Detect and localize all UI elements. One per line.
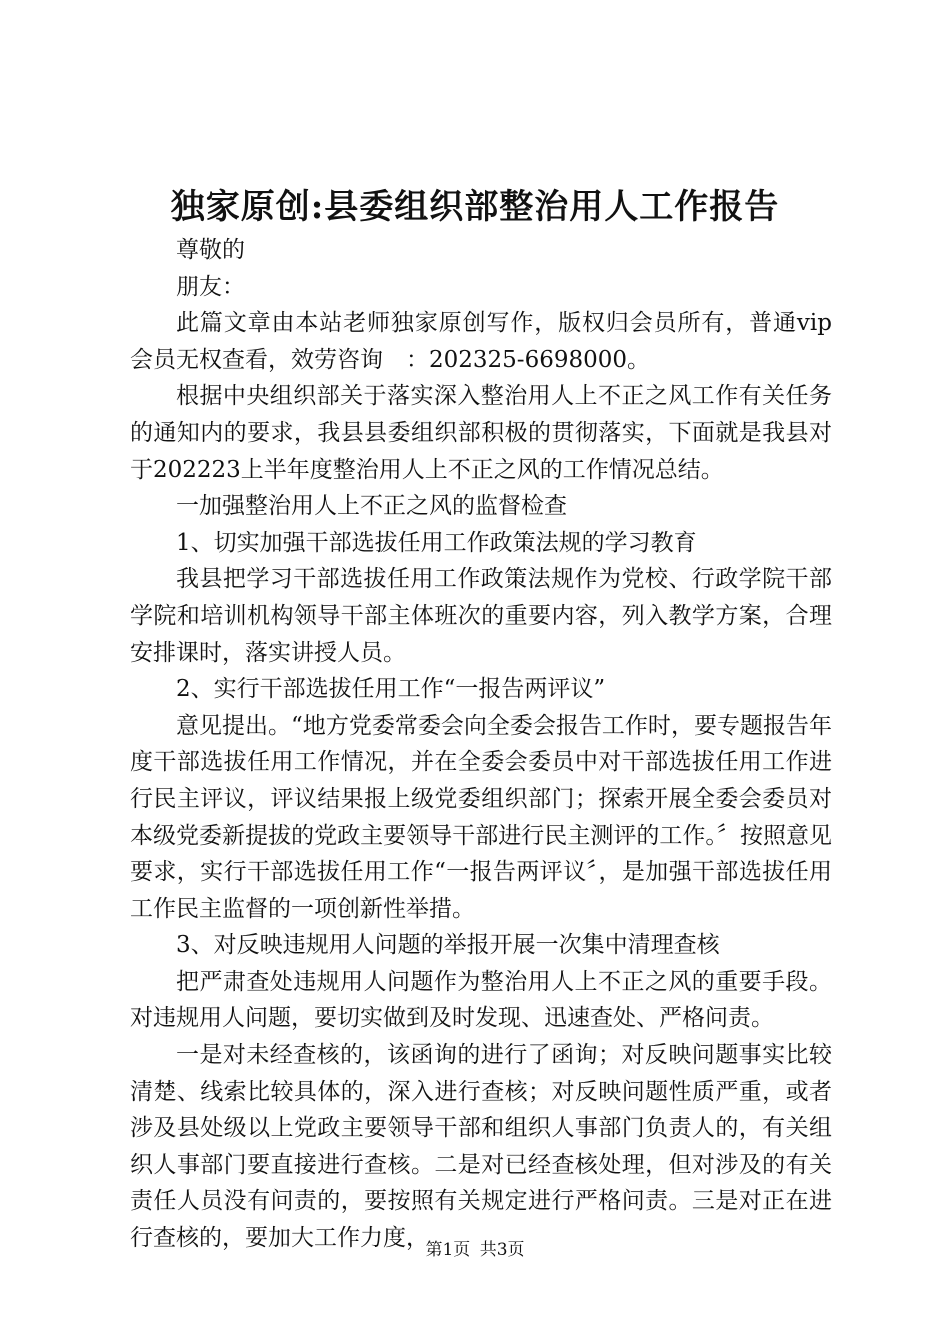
body-paragraph: 一是对未经查核的，该函询的进行了函询；对反映问题事实比较清楚、线索比较具体的，深入进行查核；对反映问题性质严重，或者涉及县处级以上党政主要领导干部和组织人事部门负责人的，有关组织人事部门要直接进行查核。二是对已经查核处理，但对涉及的有关责任人员没有问责的，要按照有关规定进行严格问责。三是对正在进行查核的，要加大工作力度，: [130, 1042, 832, 1252]
document-body: [130, 232, 832, 1257]
body-paragraph: 我县把学习干部选拔任用工作政策法规作为党校、行政学院干部学院和培训机构领导干部主体班次的重要内容，列入教学方案，合理安排课时，落实讲授人员。: [130, 566, 832, 666]
subheading-1: 1、切实加强干部选拔任用工作政策法规的学习教育: [176, 529, 697, 556]
salutation-line-2: 朋友：: [176, 273, 245, 300]
subheading-3: 3、对反映违规用人问题的举报开展一次集中清理查核: [176, 932, 720, 959]
body-paragraph: 意见提出。“地方党委常委会向全委会报告工作时，要专题报告年度干部选拔任用工作情况，并在全委会委员中对干部选拔任用工作进行民主评议，评议结果报上级党委组织部门；探索开展全委会委员对本级党委新提拔的党政主要领导干部进行民主测评的工作。〞按照意见要求，实行干部选拔任用工作“一报告两评议〞，是加强干部选拔任用工作民主监督的一项创新性举措。: [130, 712, 832, 922]
page-total: 共3页: [479, 1240, 525, 1260]
intro-paragraph: 根据中央组织部关于落实深入整治用人上不正之风工作有关任务的通知内的要求，我县县委组织部积极的贯彻落实，下面就是我县对于202223上半年度整治用人上不正之风的工作情况总结。: [130, 383, 832, 483]
page-number: 第1页: [425, 1240, 471, 1260]
section-heading-1: 一加强整治用人上不正之风的监督检查: [176, 493, 567, 520]
body-paragraph: 把严肃查处违规用人问题作为整治用人上不正之风的重要手段。对违规用人问题，要切实做到及时发现、迅速查处、严格问责。: [130, 968, 832, 1032]
subheading-2: 2、实行干部选拔任用工作“一报告两评议”: [176, 676, 606, 703]
document-title: 独家原创:县委组织部整治用人工作报告: [170, 187, 780, 227]
page-footer: [0, 1238, 950, 1262]
salutation-line-1: 尊敬的: [176, 237, 245, 263]
copyright-notice: 此篇文章由本站老师独家原创写作，版权归会员所有，普通vip会员无权查看，效劳咨询 ：202325-6698000。: [130, 310, 832, 373]
